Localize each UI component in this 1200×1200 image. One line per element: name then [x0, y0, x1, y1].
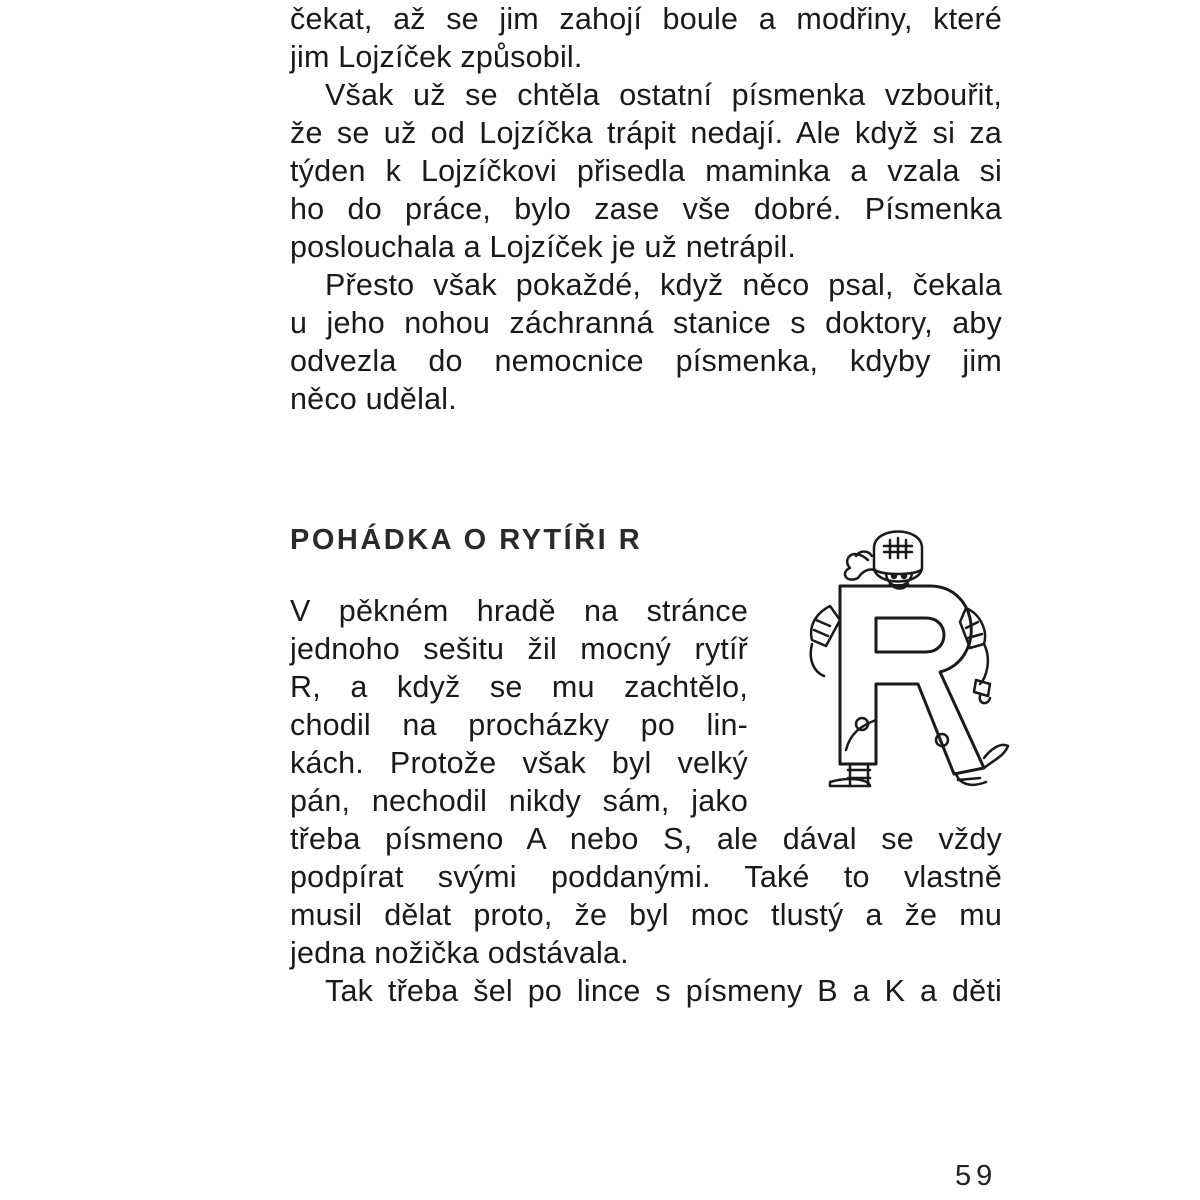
text-line: Však už se chtěla ostatní písmenka vzbouřit,: [325, 78, 1002, 112]
text-line: jedna nožička odstávala.: [290, 936, 629, 970]
text-line: V pěkném hradě na stránce: [290, 594, 748, 628]
text-line: pán, nechodil nikdy sám, jako: [290, 784, 748, 818]
illustration-letter: R: [894, 670, 895, 671]
chapter-title: POHÁDKA O RYTÍŘI R: [290, 524, 643, 556]
text-line: podpírat svými poddanými. Také to vlastně: [290, 860, 1002, 894]
text-line: kách. Protože však byl velký: [290, 746, 748, 780]
text-line: že se už od Lojzíčka trápit nedají. Ale když si za: [290, 116, 1002, 150]
text-line: něco udělal.: [290, 382, 457, 416]
page-number: 59: [955, 1160, 998, 1192]
text-line: třeba písmeno A nebo S, ale dával se vždy: [290, 822, 1002, 856]
text-line: u jeho nohou záchranná stanice s doktory, aby: [290, 306, 1002, 340]
text-line: týden k Lojzíčkovi přisedla maminka a vzala si: [290, 154, 1002, 188]
text-line: jednoho sešitu žil mocný rytíř: [290, 632, 748, 666]
text-line: čekat, až se jim zahojí boule a modřiny, které: [290, 2, 1002, 36]
knight-letter-r-illustration: [790, 520, 1010, 790]
text-line: musil dělat proto, že byl moc tlustý a že mu: [290, 898, 1002, 932]
text-line: ho do práce, bylo zase vše dobré. Písmenka: [290, 192, 1002, 226]
text-line: R, a když se mu zachtělo,: [290, 670, 748, 704]
text-line: poslouchala a Lojzíček je už netrápil.: [290, 230, 797, 264]
text-line: jim Lojzíček způsobil.: [290, 40, 583, 74]
text-line: chodil na procházky po lin-: [290, 708, 748, 742]
text-line: Přesto však pokaždé, když něco psal, čekala: [325, 268, 1002, 302]
text-line: Tak třeba šel po lince s písmeny B a K a děti: [325, 974, 1002, 1008]
text-line: odvezla do nemocnice písmenka, kdyby jim: [290, 344, 1002, 378]
